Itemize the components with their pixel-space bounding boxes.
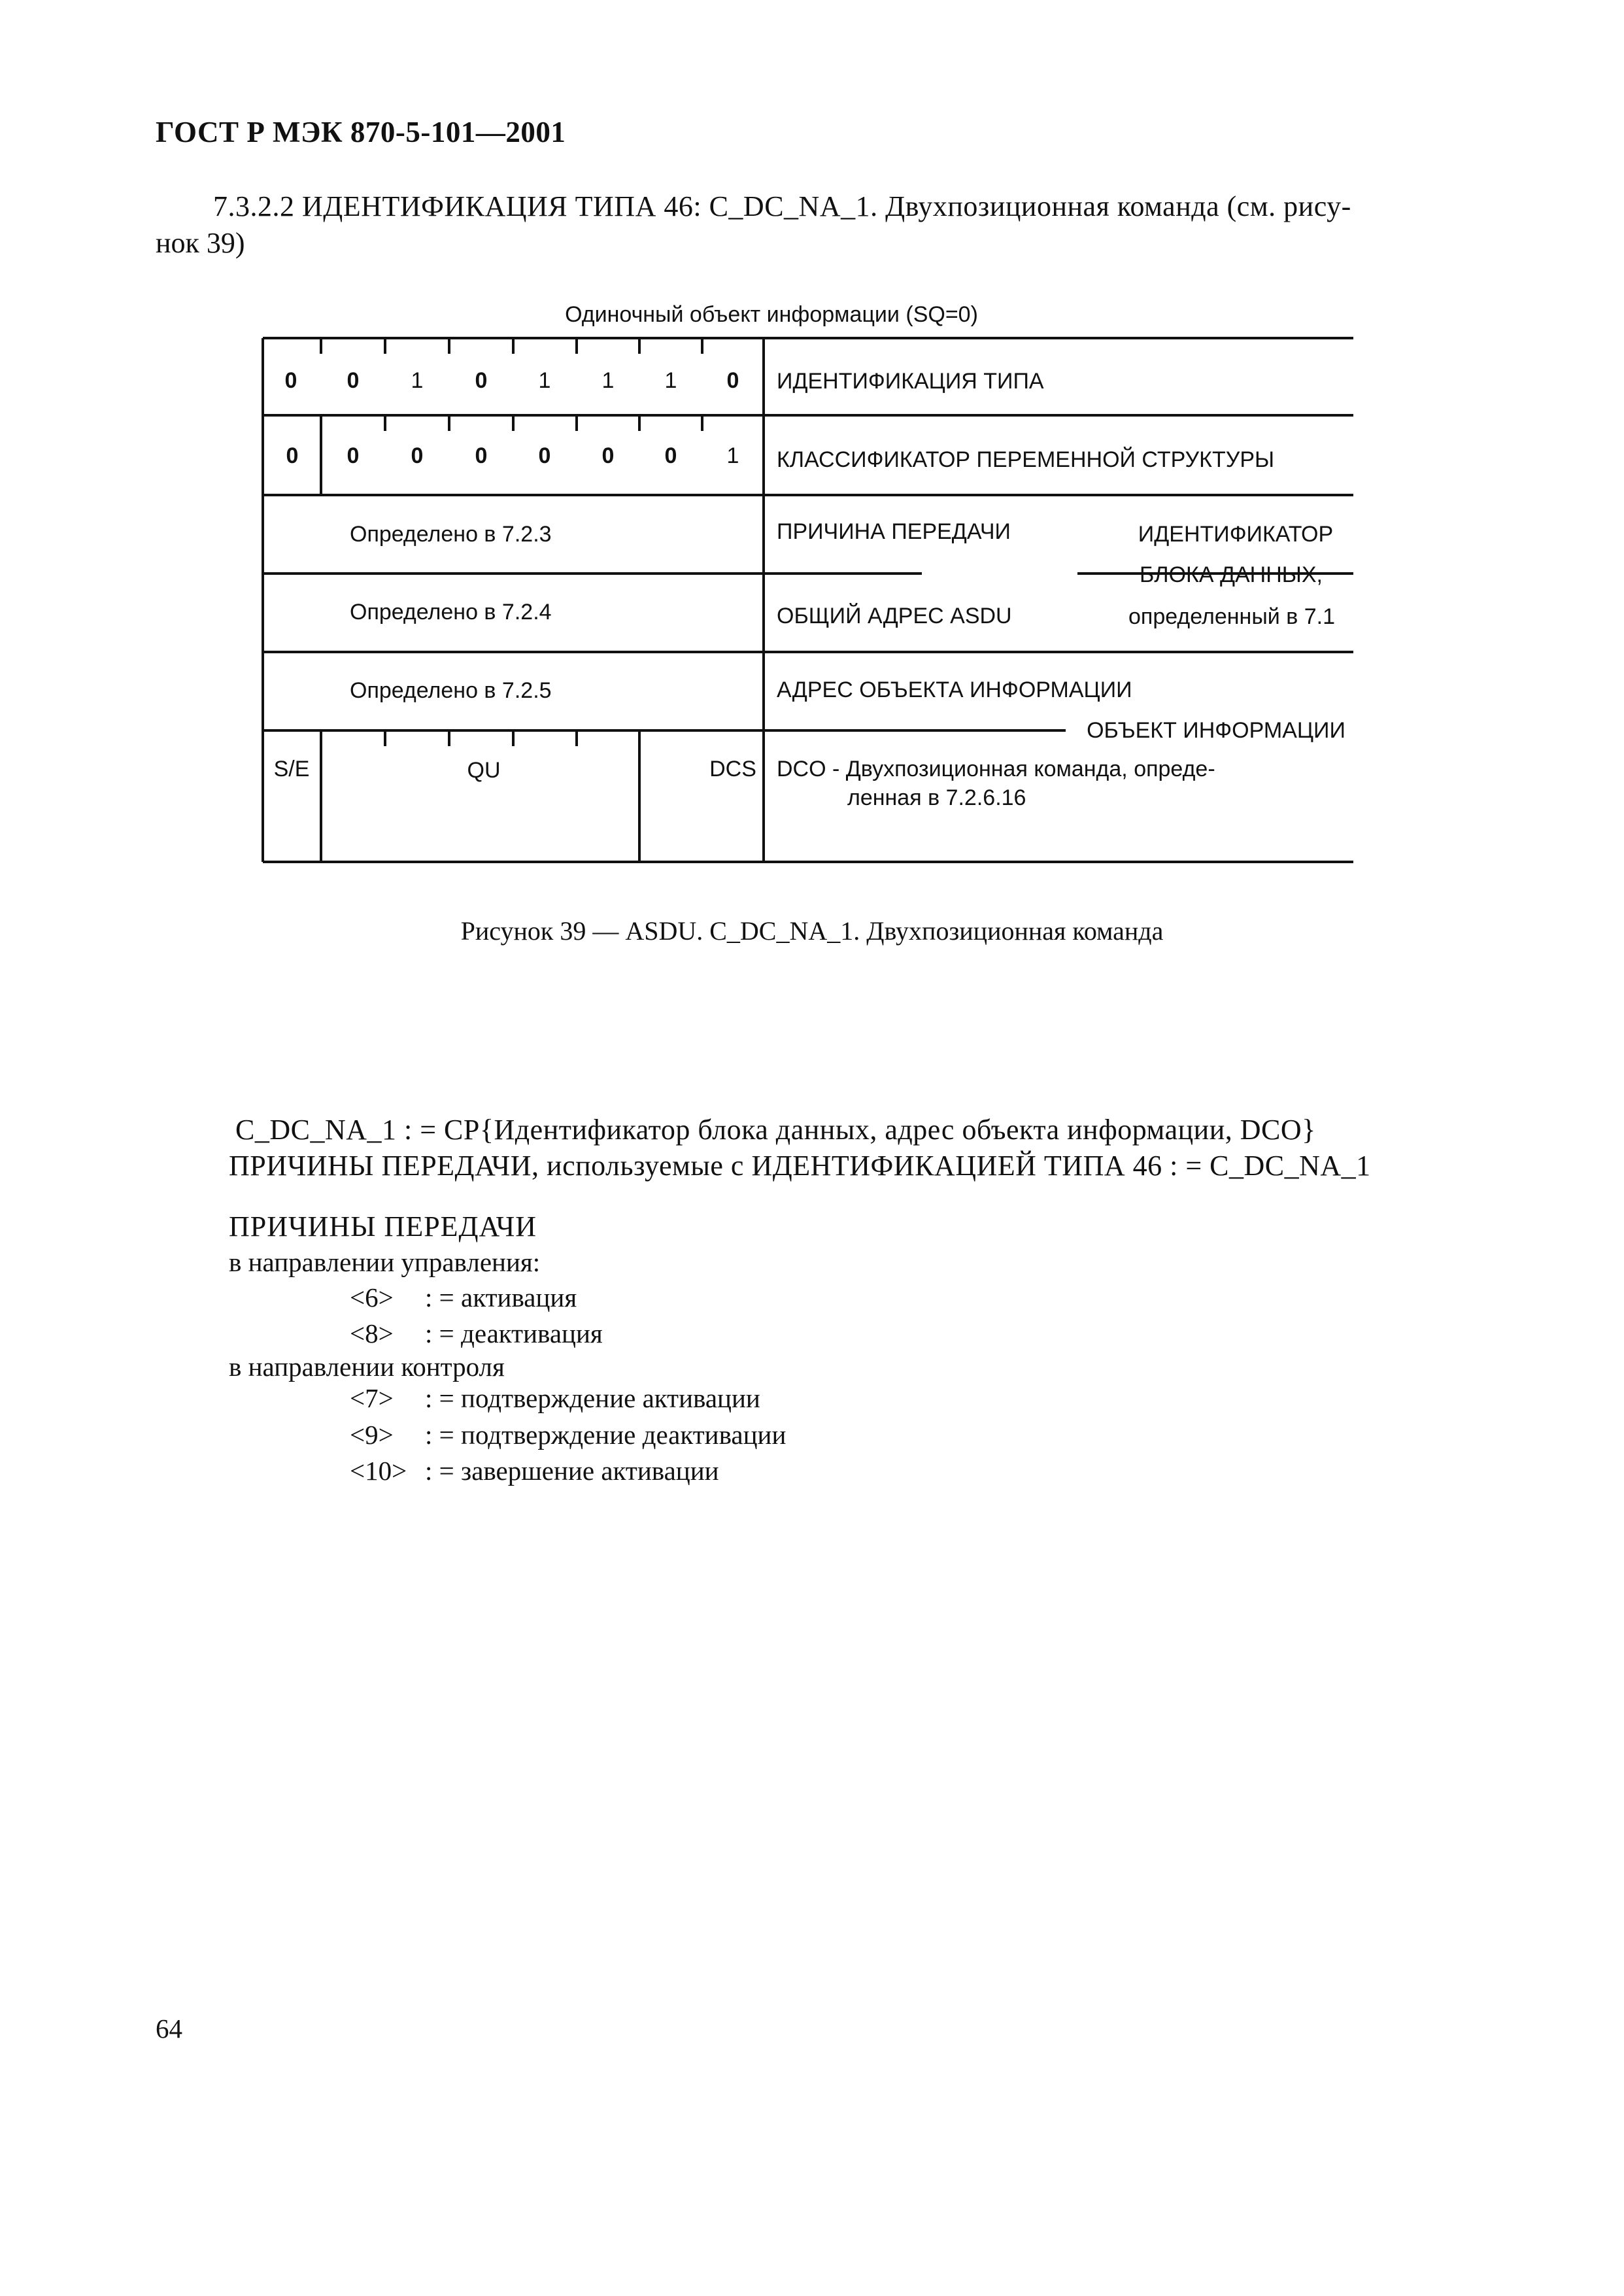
- monitor-direction-label: в направлении контроля: [229, 1352, 505, 1382]
- cause-code: <7>: [350, 1383, 394, 1413]
- vsq-bit: 0: [347, 443, 360, 468]
- cause-code: <6>: [350, 1282, 394, 1312]
- cause-meaning: : = деактивация: [425, 1318, 603, 1348]
- section-intro-line-1: 7.3.2.2 ИДЕНТИФИКАЦИЯ ТИПА 46: C_DC_NA_1. Двухпозиционная команда (см. рису-: [213, 190, 1351, 222]
- vsq-bit: 0: [286, 443, 299, 468]
- cause-meaning: : = подтверждение активации: [425, 1383, 760, 1413]
- vsq-bit: 0: [601, 443, 615, 468]
- data-unit-id-line: определенный в 7.1: [1128, 604, 1335, 629]
- cause-code: <10>: [350, 1456, 407, 1486]
- cause-code: <8>: [350, 1318, 394, 1348]
- vsq-bit: 1: [726, 443, 739, 468]
- type-id-bit: 0: [284, 368, 297, 393]
- dco-description: ленная в 7.2.6.16: [847, 785, 1026, 810]
- section-intro-line-2: нок 39): [156, 227, 245, 259]
- data-unit-id-line: ИДЕНТИФИКАТОР: [1138, 522, 1334, 547]
- type-id-bit: 0: [475, 368, 488, 393]
- qu-field: QU: [467, 758, 501, 783]
- figure-title: Одиночный объект информации (SQ=0): [565, 302, 978, 327]
- definition-line-2: ПРИЧИНЫ ПЕРЕДАЧИ, используемые с ИДЕНТИФИКАЦИЕЙ ТИПА 46 : = C_DC_NA_1: [229, 1150, 1371, 1182]
- type-id-bit: 1: [538, 368, 551, 393]
- cause-code: <9>: [350, 1420, 394, 1450]
- vsq-bit: 0: [664, 443, 677, 468]
- type-id-bit: 1: [664, 368, 677, 393]
- cause-meaning: : = активация: [425, 1282, 577, 1312]
- type-id-bit: 1: [411, 368, 424, 393]
- dcs-field: DCS: [709, 757, 756, 781]
- cause-meaning: : = подтверждение деактивации: [425, 1420, 787, 1450]
- control-direction-label: в направлении управления:: [229, 1247, 541, 1277]
- vsq-bit: 0: [411, 443, 424, 468]
- asdu-address-label: ОБЩИЙ АДРЕС ASDU: [777, 604, 1012, 628]
- page-number: 64: [156, 2013, 182, 2044]
- type-id-bit: 1: [601, 368, 615, 393]
- dco-description: DCO - Двухпозиционная команда, опреде-: [777, 757, 1215, 781]
- asdu-diagram: [0, 0, 1624, 981]
- ioa-defined: Определено в 7.2.5: [350, 678, 552, 703]
- ioa-label: АДРЕС ОБЪЕКТА ИНФОРМАЦИИ: [777, 677, 1132, 702]
- info-object-label: ОБЪЕКТ ИНФОРМАЦИИ: [1087, 718, 1345, 743]
- document-header: ГОСТ Р МЭК 870-5-101—2001: [156, 116, 566, 148]
- vsq-label: КЛАССИФИКАТОР ПЕРЕМЕННОЙ СТРУКТУРЫ: [777, 447, 1275, 472]
- type-id-bit: 0: [726, 368, 739, 393]
- definition-line-1: C_DC_NA_1 : = CP{Идентификатор блока данных, адрес объекта информации, DCO}: [235, 1114, 1316, 1146]
- vsq-bit: 0: [538, 443, 551, 468]
- cot-label: ПРИЧИНА ПЕРЕДАЧИ: [777, 519, 1011, 544]
- asdu-address-defined: Определено в 7.2.4: [350, 600, 552, 625]
- cause-meaning: : = завершение активации: [425, 1456, 719, 1486]
- data-unit-id-line: БЛОКА ДАННЫХ,: [1139, 562, 1323, 587]
- se-field: S/E: [273, 757, 310, 781]
- type-id-bit: 0: [347, 368, 360, 393]
- figure-caption: Рисунок 39 — ASDU. C_DC_NA_1. Двухпозиционная команда: [460, 916, 1164, 946]
- type-id-label: ИДЕНТИФИКАЦИЯ ТИПА: [777, 369, 1044, 394]
- vsq-bit: 0: [475, 443, 488, 468]
- causes-heading: ПРИЧИНЫ ПЕРЕДАЧИ: [229, 1210, 537, 1242]
- cot-defined: Определено в 7.2.3: [350, 522, 552, 547]
